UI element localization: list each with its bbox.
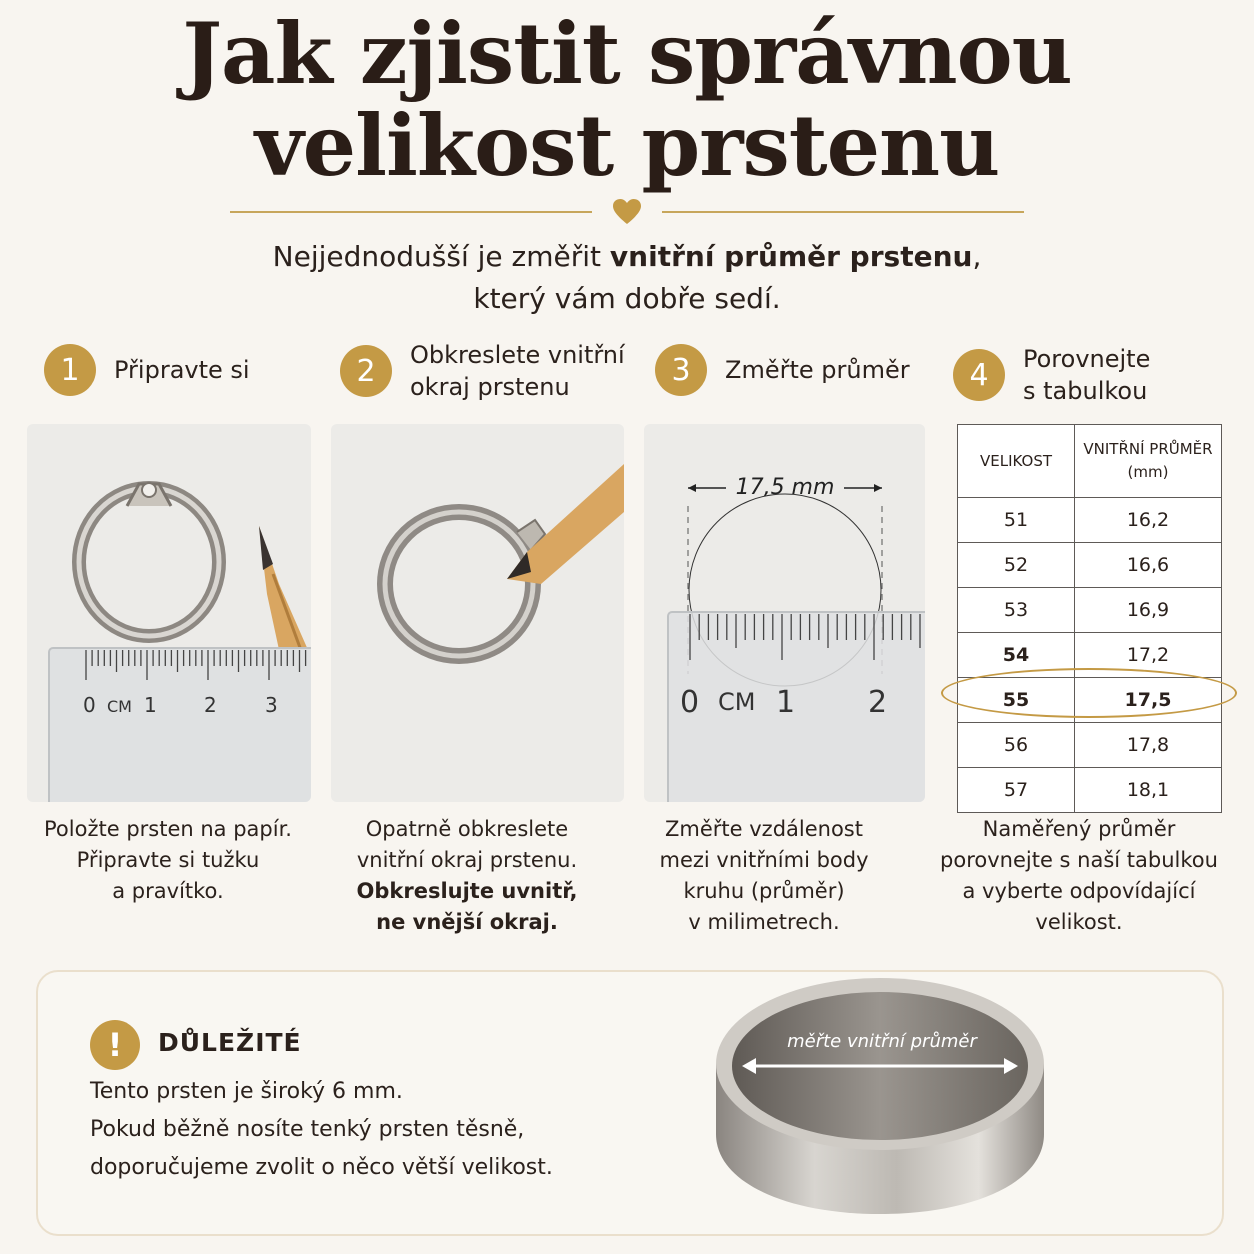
step-4-header (953, 342, 1150, 408)
step-3-title: Změřte průměr (725, 356, 910, 384)
ruler-unit: CM (718, 688, 756, 716)
step-3-desc-line-2: mezi vnitřními body (659, 848, 869, 872)
table-row (958, 768, 1222, 813)
step-4-desc-line-1: Naměřený průměr (982, 817, 1176, 841)
highlight-ellipse (941, 668, 1237, 718)
ruler (668, 612, 925, 802)
step-1-description (20, 814, 316, 907)
diameter-cell: 17,2 (1075, 633, 1222, 678)
measure-label: 17,5 mm (735, 475, 835, 500)
heart-icon (612, 198, 642, 226)
important-title: DŮLEŽITÉ (158, 1028, 302, 1057)
diameter-cell: 17,5 (1075, 678, 1222, 723)
step-2-header (340, 338, 625, 404)
step-number-3: 3 (655, 344, 707, 396)
size-cell: 52 (958, 543, 1075, 588)
step-1-desc-line-3: a pravítko. (112, 879, 224, 903)
step-1-header (44, 344, 250, 396)
size-cell: 53 (958, 588, 1075, 633)
step-4-title-line-1: Porovnejte (1023, 345, 1151, 373)
important-line-2: Pokud běžně nosíte tenký prsten těsně, (90, 1117, 525, 1142)
step-4-desc-line-2: porovnejte s naší tabulkou (940, 848, 1218, 872)
ring-illustration (385, 512, 545, 656)
step-4-title-line-2: s tabulkou (1023, 377, 1148, 405)
step-2-desc-line-1: Opatrně obkreslete (365, 817, 569, 841)
pencil-illustration (507, 464, 624, 584)
size-cell: 54 (958, 633, 1075, 678)
table-row (958, 543, 1222, 588)
divider-line-right (662, 211, 1024, 213)
diameter-cell: 16,9 (1075, 588, 1222, 633)
size-table (957, 424, 1222, 813)
step-3-image (644, 424, 925, 802)
table-header-row (958, 425, 1222, 498)
table-row (958, 498, 1222, 543)
step-3-desc-line-4: v milimetrech. (688, 910, 840, 934)
ruler-unit: CM (107, 697, 132, 716)
diameter-cell: 16,6 (1075, 543, 1222, 588)
ring-label: měřte vnitřní průměr (787, 1031, 977, 1052)
step-2-title (410, 339, 625, 403)
step-1-desc-line-1: Položte prsten na papír. (44, 817, 292, 841)
ruler-label-2: 2 (204, 693, 217, 717)
intro-text (0, 236, 1254, 320)
page-title (0, 4, 1254, 195)
exclamation-icon: ! (90, 1020, 140, 1070)
intro-suffix: , (972, 240, 982, 273)
step-3-description (628, 814, 900, 938)
step-2-title-line-1: Obkreslete vnitřní (410, 341, 625, 369)
ruler-label-1: 1 (144, 693, 157, 717)
important-line-3: doporučujeme zvolit o něco větší velikost. (90, 1155, 553, 1180)
title-divider (230, 198, 1024, 226)
step-2-title-line-2: okraj prstenu (410, 373, 570, 401)
diameter-cell: 16,2 (1075, 498, 1222, 543)
size-cell: 56 (958, 723, 1075, 768)
table-row (958, 723, 1222, 768)
step-number-2: 2 (340, 345, 392, 397)
ring-illustration (79, 483, 219, 636)
ruler-label-0: 0 (680, 685, 700, 720)
ruler-label-2: 2 (868, 685, 888, 720)
step-2-desc-line-3: Obkreslujte uvnitř, (356, 879, 578, 903)
step-4-description (920, 814, 1238, 938)
diameter-cell: 17,8 (1075, 723, 1222, 768)
important-line-1: Tento prsten je široký 6 mm. (90, 1079, 403, 1104)
step-1-title: Připravte si (114, 356, 250, 384)
wide-ring-illustration (700, 974, 1060, 1224)
size-cell: 51 (958, 498, 1075, 543)
column-header-diameter-line-1: VNITŘNÍ PRŮMĚR (1083, 440, 1213, 458)
step-3-desc-line-3: kruhu (průměr) (683, 879, 845, 903)
title-line-1: Jak zjistit správnou (182, 4, 1072, 103)
step-number-4: 4 (953, 349, 1005, 401)
size-cell: 57 (958, 768, 1075, 813)
diameter-cell: 18,1 (1075, 768, 1222, 813)
intro-prefix: Nejjednodušší je změřit (272, 240, 610, 273)
step-2-description (322, 814, 612, 938)
divider-line-left (230, 211, 592, 213)
column-header-size: VELIKOST (958, 425, 1075, 498)
column-header-diameter-line-2: (mm) (1127, 463, 1169, 481)
step-2-desc-line-2: vnitřní okraj prstenu. (356, 848, 578, 872)
ruler (49, 648, 311, 802)
ruler-label-3: 3 (265, 693, 278, 717)
step-4-desc-line-3: a vyberte odpovídající (962, 879, 1196, 903)
step-2-desc-line-4: ne vnější okraj. (376, 910, 558, 934)
step-4-desc-line-4: velikost. (1035, 910, 1123, 934)
step-3-desc-line-1: Změřte vzdálenost (665, 817, 863, 841)
step-2-image (331, 424, 624, 802)
step-4-title (1023, 343, 1150, 407)
step-1-desc-line-2: Připravte si tužku (76, 848, 260, 872)
size-cell: 55 (958, 678, 1075, 723)
step-number-1: 1 (44, 344, 96, 396)
table-row (958, 588, 1222, 633)
intro-bold: vnitřní průměr prstenu (609, 240, 973, 273)
column-header-diameter (1075, 425, 1222, 498)
title-line-2: velikost prstenu (254, 96, 1000, 195)
step-1-image (27, 424, 311, 802)
ruler-label-0: 0 (83, 693, 96, 717)
ruler-label-1: 1 (776, 685, 796, 720)
intro-line-2: který vám dobře sedí. (473, 282, 781, 315)
step-3-header (655, 344, 910, 396)
